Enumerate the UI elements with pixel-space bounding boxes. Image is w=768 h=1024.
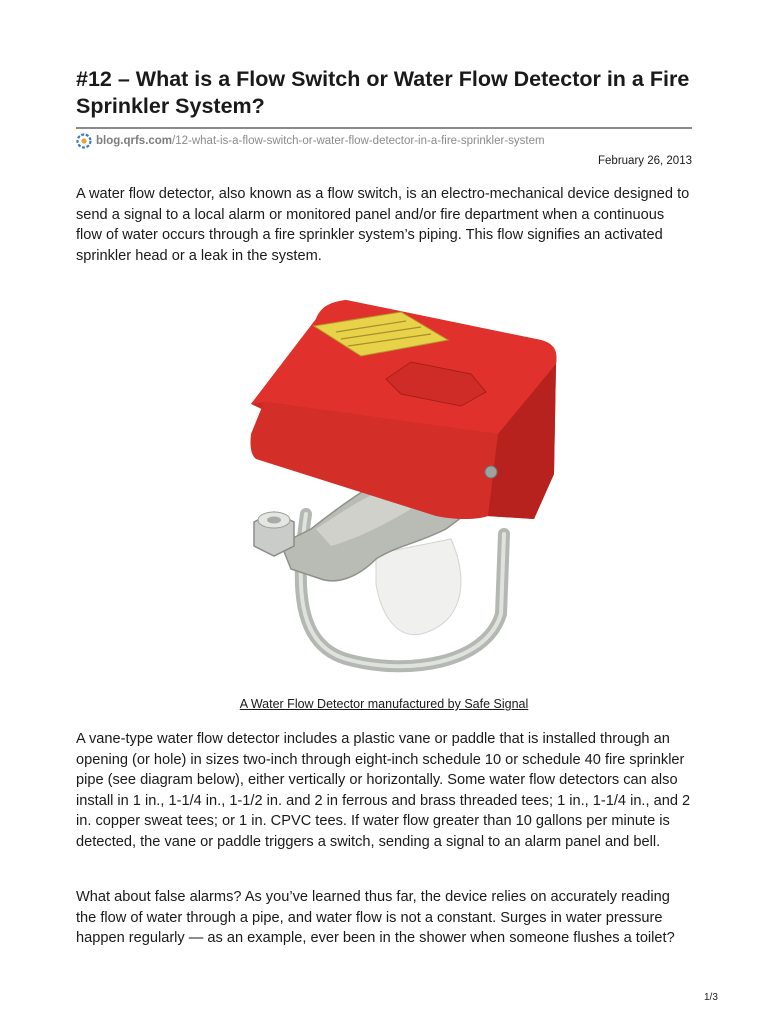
source-link[interactable] (76, 133, 545, 149)
vane-paddle (376, 539, 461, 635)
caption-link[interactable]: A Water Flow Detector manufactured by Safe Signal (239, 697, 529, 711)
source-path: /12-what-is-a-flow-switch-or-water-flow-detector-in-a-fire-sprinkler-system (172, 135, 545, 147)
figure-caption[interactable] (76, 697, 692, 711)
hex-nut (254, 512, 294, 556)
publish-date: February 26, 2013 (598, 155, 692, 167)
red-housing (251, 300, 557, 519)
site-favicon-icon (76, 133, 92, 149)
flow-detector-photo (236, 284, 566, 684)
page-number: 1/3 (704, 992, 718, 1003)
title-divider (76, 127, 692, 129)
paragraph-false-alarms: What about false alarms? As you’ve learned thus far, the device relies on accurately reading the flow of water through a pipe, and water flow is not a constant. Surges in water pressure happen regularly — as an example, ever been in the shower when someone flushes a toilet? (76, 889, 675, 947)
source-domain: blog.qrfs.com (96, 135, 173, 147)
paragraph-intro: A water flow detector, also known as a flow switch, is an electro-mechanical device designed to send a signal to a local alarm or monitored panel and/or fire department when a continuous flow of water occurs through a fire sprinkler system’s piping. This flow signifies an activated sprinkler head or a leak in the system. (76, 186, 690, 264)
article-title: #12 – What is a Flow Switch or Water Flow Detector in a Fire Sprinkler System? (76, 67, 690, 118)
paragraph-vane-type: A vane-type water flow detector includes a plastic vane or paddle that is installed through an opening (or hole) in sizes two-inch through eight-inch schedule 10 or schedule 40 fire sprinkler pipe (see diagram below), either vertically or horizontally. Some water flow detectors can also install in 1 in., 1-1/4 in., 1-1/2 in. and 2 in ferrous and brass threaded tees; 1 in., 1-1/4 in., and 2 in. copper sweat tees; or 1 in. CPVC tees. If water flow greater than 10 gallons per minute is detected, the vane or paddle triggers a switch, sending a signal to an alarm panel and bell. (76, 731, 691, 850)
